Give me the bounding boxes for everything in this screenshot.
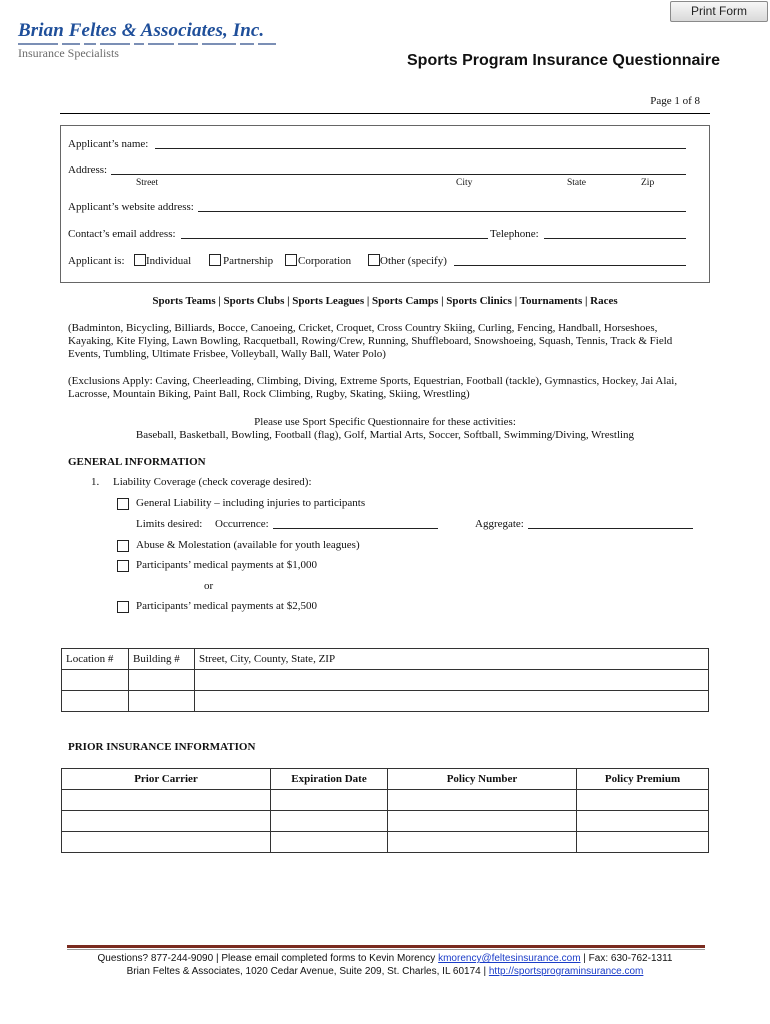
table-cell[interactable] (577, 832, 709, 853)
occurrence-field[interactable] (273, 528, 438, 529)
footer-fax-text: | Fax: 630-762-1311 (580, 953, 673, 964)
sports-list-line: Events, Tumbling, Ultimate Frisbee, Volleyball, Wally Ball, Water Polo) (68, 348, 386, 360)
applicant-name-label: Applicant’s name: (68, 138, 149, 150)
print-form-button[interactable]: Print Form (670, 1, 768, 22)
corporation-checkbox[interactable] (285, 254, 297, 266)
locations-table (61, 648, 709, 712)
page-number: Page 1 of 8 (650, 95, 700, 107)
aggregate-label: Aggregate: (475, 518, 524, 530)
company-tagline: Insurance Specialists (18, 46, 119, 60)
individual-checkbox[interactable] (134, 254, 146, 266)
partnership-label: Partnership (223, 255, 274, 267)
website-label: Applicant’s website address: (68, 201, 194, 213)
telephone-label: Telephone: (490, 228, 539, 240)
sports-list-line: (Badminton, Bicycling, Billiards, Bocce, Canoeing, Cricket, Croquet, Cross Country Skiing, Curling, Fencing, Handball, Horseshoes, (68, 322, 658, 334)
exclusions-line: Lacrosse, Mountain Biking, Paint Ball, Rock Climbing, Rugby, Skating, Skiing, Wrestling) (68, 388, 470, 400)
policy-premium-header: Policy Premium (577, 769, 709, 790)
table-row (62, 790, 709, 811)
specific-questionnaire-note: Please use Sport Specific Questionnaire for these activities: (254, 416, 516, 428)
prior-insurance-table (61, 768, 709, 853)
company-logo-name: Brian Feltes & Associates, Inc. (18, 20, 265, 41)
occurrence-label: Occurrence: (215, 518, 269, 530)
liability-coverage-label: Liability Coverage (check coverage desired): (113, 476, 312, 488)
table-cell[interactable] (577, 811, 709, 832)
table-cell[interactable] (388, 832, 577, 853)
medical-2500-label: Participants’ medical payments at $2,500 (136, 600, 317, 612)
location-header: Location # (62, 649, 129, 670)
table-cell[interactable] (62, 670, 129, 691)
header-divider (60, 113, 710, 114)
telephone-field[interactable] (544, 238, 686, 239)
medical-1000-label: Participants’ medical payments at $1,000 (136, 559, 317, 571)
address-field[interactable] (111, 174, 686, 175)
table-cell[interactable] (271, 832, 388, 853)
expiration-date-header: Expiration Date (271, 769, 388, 790)
table-row (62, 691, 709, 712)
applicant-name-field[interactable] (155, 148, 686, 149)
footer-address-line (60, 966, 710, 977)
table-cell[interactable] (62, 811, 271, 832)
table-cell[interactable] (388, 790, 577, 811)
abuse-label: Abuse & Molestation (available for youth leagues) (136, 539, 360, 551)
table-cell[interactable] (129, 670, 195, 691)
footer-rule-thin (67, 949, 705, 950)
sports-heading: Sports Teams | Sports Clubs | Sports Leagues | Sports Camps | Sports Clinics | Tournaments | Races (152, 295, 618, 307)
general-liability-checkbox[interactable] (117, 498, 129, 510)
state-caption: State (567, 178, 586, 188)
building-header: Building # (129, 649, 195, 670)
table-row (62, 811, 709, 832)
page-title: Sports Program Insurance Questionnaire (407, 52, 720, 69)
address-label: Address: (68, 164, 108, 176)
address-header: Street, City, County, State, ZIP (195, 649, 709, 670)
email-label: Contact’s email address: (68, 228, 176, 240)
table-row (62, 832, 709, 853)
footer-questions-text: Questions? 877-244-9090 | Please email completed forms to Kevin Morency (97, 953, 439, 964)
other-specify-field[interactable] (454, 265, 686, 266)
individual-label: Individual (146, 255, 192, 267)
corporation-label: Corporation (298, 255, 352, 267)
general-liability-label: General Liability – including injuries to participants (136, 497, 366, 509)
table-row (62, 769, 709, 790)
table-cell[interactable] (195, 691, 709, 712)
table-row (62, 670, 709, 691)
table-cell[interactable] (577, 790, 709, 811)
specific-sports-list: Baseball, Basketball, Bowling, Football (flag), Golf, Martial Arts, Soccer, Softball, Swimming/Diving, Wrestling (135, 429, 635, 441)
aggregate-field[interactable] (528, 528, 693, 529)
medical-1000-checkbox[interactable] (117, 560, 129, 572)
email-field[interactable] (181, 238, 488, 239)
table-cell[interactable] (195, 670, 709, 691)
email-link[interactable]: kmorency@feltesinsurance.com (438, 953, 581, 964)
city-caption: City (456, 178, 473, 188)
footer-address-text: Brian Feltes & Associates, 1020 Cedar Avenue, Suite 209, St. Charles, IL 60174 | (126, 966, 489, 977)
applicant-is-label: Applicant is: (68, 255, 125, 267)
item-number: 1. (91, 476, 100, 488)
sports-list-line: Kayaking, Kite Flying, Lawn Bowling, Racquetball, Rowing/Crew, Running, Shuffleboard, Snowshoeing, Squash, Tennis, Track & Field (68, 335, 673, 347)
footer-contact-line (60, 953, 710, 964)
website-link[interactable]: http://sportsprograminsurance.com (488, 966, 644, 977)
table-cell[interactable] (62, 691, 129, 712)
exclusions-line: (Exclusions Apply: Caving, Cheerleading, Climbing, Diving, Extreme Sports, Equestrian, Football (tackle), Gymnastics, Hockey, Jai Alai, (68, 375, 678, 387)
zip-caption: Zip (641, 178, 655, 188)
medical-2500-checkbox[interactable] (117, 601, 129, 613)
general-info-heading: GENERAL INFORMATION (68, 456, 206, 468)
table-cell[interactable] (388, 811, 577, 832)
table-cell[interactable] (271, 790, 388, 811)
table-cell[interactable] (129, 691, 195, 712)
limits-label: Limits desired: (136, 518, 203, 530)
partnership-checkbox[interactable] (209, 254, 221, 266)
table-cell[interactable] (62, 790, 271, 811)
policy-number-header: Policy Number (388, 769, 577, 790)
table-cell[interactable] (271, 811, 388, 832)
other-label: Other (specify) (380, 255, 447, 267)
table-cell[interactable] (62, 832, 271, 853)
abuse-checkbox[interactable] (117, 540, 129, 552)
footer-rule (67, 945, 705, 948)
table-row (62, 649, 709, 670)
prior-carrier-header: Prior Carrier (62, 769, 271, 790)
or-label: or (204, 580, 214, 592)
prior-insurance-heading: PRIOR INSURANCE INFORMATION (68, 741, 256, 753)
other-checkbox[interactable] (368, 254, 380, 266)
street-caption: Street (136, 178, 159, 188)
website-field[interactable] (198, 211, 686, 212)
